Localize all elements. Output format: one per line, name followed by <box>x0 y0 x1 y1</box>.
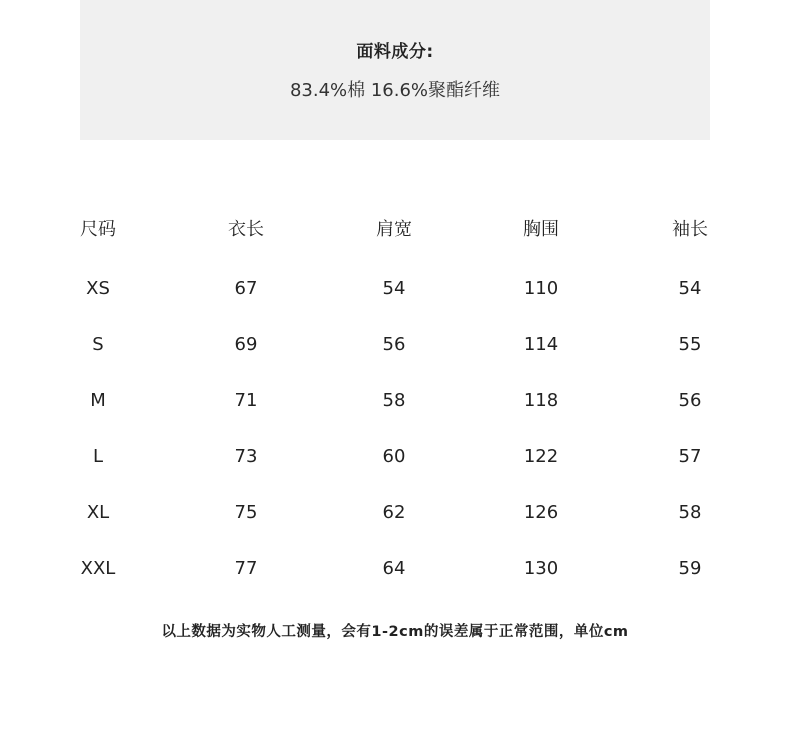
fabric-content: 83.4%棉 16.6%聚酯纤维 <box>289 80 501 101</box>
table-cell-size: S <box>92 334 104 355</box>
table-cell-chest: 118 <box>523 390 559 411</box>
column-header-chest: 胸围 <box>523 219 559 240</box>
table-cell-shoulder: 64 <box>382 558 406 579</box>
table-cell-chest: 114 <box>523 334 559 355</box>
column-header-size: 尺码 <box>80 219 116 240</box>
table-cell-shoulder: 56 <box>382 334 406 355</box>
table-cell-length: 73 <box>234 446 258 467</box>
table-cell-size: XS <box>86 278 110 299</box>
table-cell-sleeve: 56 <box>678 390 702 411</box>
table-cell-size: L <box>92 446 104 467</box>
table-cell-length: 77 <box>234 558 258 579</box>
fabric-title: 面料成分: <box>356 42 434 62</box>
table-cell-sleeve: 55 <box>678 334 702 355</box>
table-cell-shoulder: 60 <box>382 446 406 467</box>
table-cell-length: 67 <box>234 278 258 299</box>
table-cell-length: 69 <box>234 334 258 355</box>
table-cell-chest: 130 <box>523 558 559 579</box>
table-cell-sleeve: 59 <box>678 558 702 579</box>
column-header-sleeve: 袖长 <box>672 219 708 240</box>
table-cell-shoulder: 54 <box>382 278 406 299</box>
table-cell-chest: 126 <box>523 502 559 523</box>
table-cell-size: XL <box>86 502 110 523</box>
column-header-length: 衣长 <box>228 219 264 240</box>
column-header-shoulder: 肩宽 <box>376 219 412 240</box>
table-cell-sleeve: 57 <box>678 446 702 467</box>
table-cell-length: 71 <box>234 390 258 411</box>
table-cell-chest: 122 <box>523 446 559 467</box>
table-cell-size: XXL <box>80 558 116 579</box>
measurement-footnote: 以上数据为实物人工测量，会有1-2cm的误差属于正常范围，单位cm <box>161 624 629 640</box>
table-cell-length: 75 <box>234 502 258 523</box>
table-cell-size: M <box>90 390 106 411</box>
table-cell-chest: 110 <box>523 278 559 299</box>
table-cell-shoulder: 62 <box>382 502 406 523</box>
table-cell-sleeve: 54 <box>678 278 702 299</box>
table-cell-sleeve: 58 <box>678 502 702 523</box>
table-cell-shoulder: 58 <box>382 390 406 411</box>
